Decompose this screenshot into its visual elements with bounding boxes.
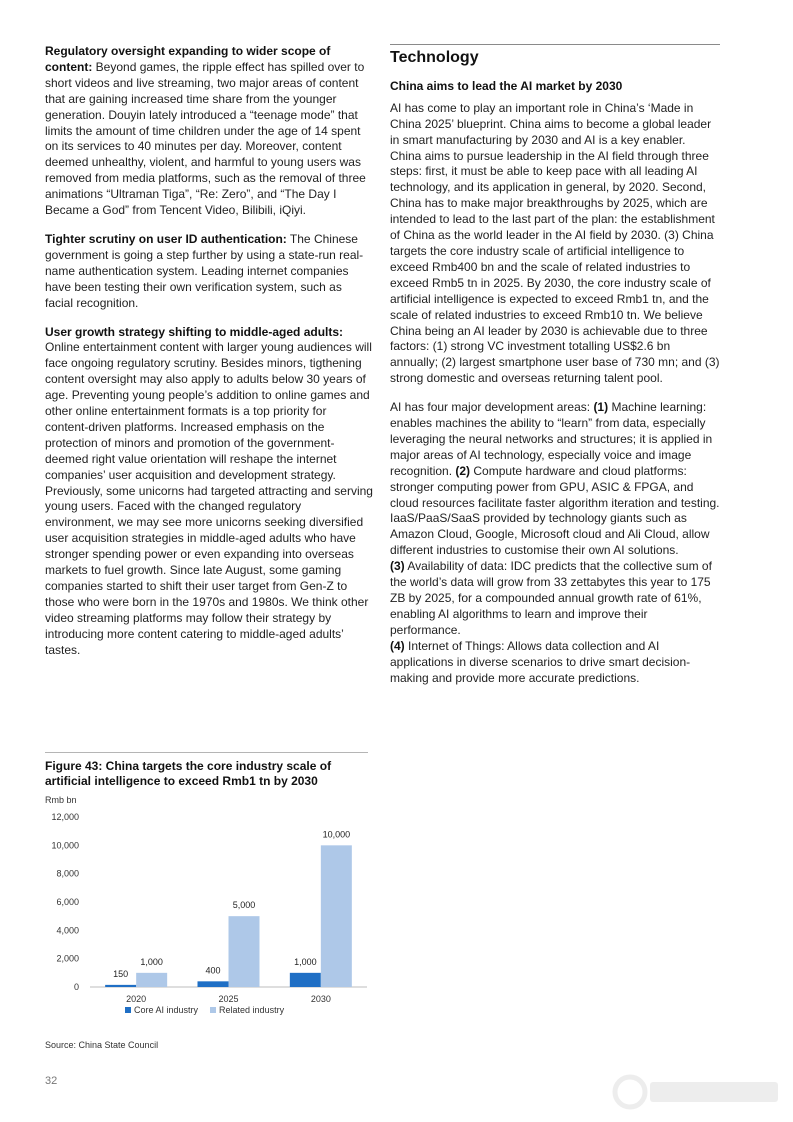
section-title: Technology xyxy=(390,49,479,66)
paragraph-lead: Regulatory oversight expanding to wider scope of content: xyxy=(45,44,331,74)
paragraph-body: Beyond games, the ripple effect has spilled over to short videos and live streaming, two major areas of content that are gaining increased time share from the younger generation. Douyin lately introduced a “teenage mode” that limits the amount of time children under the age of 14 spent on its services to 40 minutes per day. Moreover, content deemed unhealthy, violent, and harmful to young users was removed from media platforms, such as the removal of three animations “Ultraman Tiga”, “Re: Zero”, and “The Day I Became a God” from Tencent Video, Bilibili, iQiyi. xyxy=(45,59,366,218)
area-marker: (2) xyxy=(455,463,471,478)
area-marker: (1) xyxy=(593,400,609,415)
x-tick-label: 2025 xyxy=(218,994,239,1003)
paragraph-user-id-authentication xyxy=(45,232,373,312)
watermark-logo-icon xyxy=(612,1074,782,1110)
bar-related-2030 xyxy=(321,845,352,987)
bar-core-2025 xyxy=(198,981,229,987)
paragraph-lead: User growth strategy shifting to middle-aged adults: xyxy=(45,324,344,339)
data-label: 150 xyxy=(113,968,129,979)
paragraph-body: The Chinese government is going a step further by using a state-run real-name authentication system. Leading internet companies have been testing their own verification system, such as facial recognition. xyxy=(45,231,364,310)
paragraph-lead: Tighter scrutiny on user ID authentication: xyxy=(45,231,287,246)
y-tick-label: 6,000 xyxy=(56,897,79,907)
paragraph-body: Online entertainment content with larger young audiences will face ongoing regulatory scrutiny. Besides minors, tigthening content oversight may also apply to adults below 30 years of age. Preventing young people’s addition to online games and other online entertainment formats is a top priority for content-driven platforms. Increased emphasis on the protection of minors and promotion of the government-deemed right value orientation will reshape the internet companies’ user acquisition and development strategy. Previously, some unicorns had targeted attracting and serving young users. Faced with the changed regulatory environment, we may see more unicorns seeking diversified user acquisition strategies in middle-aged adults who have stronger spending power or even expanding into overseas markets to fuel growth. Since late August, some gaming companies started to shift their user target from Gen-Z to those who were born in the 1970s and 1980s. We think other video streaming platforms may follow their strategy by introducing more content catering to middle-aged adults’ tastes. xyxy=(45,340,373,657)
paragraph-regulatory-oversight xyxy=(45,44,373,219)
data-label: 1,000 xyxy=(294,956,317,967)
right-column xyxy=(390,44,720,699)
bar-related-2025 xyxy=(229,916,260,987)
figure-title: Figure 43: China targets the core industry scale of artificial intelligence to exceed Rmb1 tn by 2030 xyxy=(45,759,332,788)
legend-label: Related industry xyxy=(219,1005,285,1015)
area-text: Internet of Things: Allows data collection and AI applications in diverse scenarios to drive smart decision-making and provide more accurate predictions. xyxy=(390,638,691,685)
figure-43 xyxy=(45,752,368,1015)
page-number: 32 xyxy=(45,1075,58,1087)
chart-legend xyxy=(125,1005,368,1015)
areas-intro: AI has four major development areas: xyxy=(390,400,594,415)
paragraph-user-growth-strategy xyxy=(45,325,373,659)
legend-item-core xyxy=(125,1005,198,1015)
area-marker: (3) xyxy=(390,559,405,574)
area-text: Machine learning: enables machines the ability to “learn” from data, especially leveraging the neural networks and structures; it is applied in major areas of AI technology, especially voice and image recognition. xyxy=(390,400,713,478)
bar-related-2020 xyxy=(136,973,167,987)
x-tick-label: 2030 xyxy=(310,994,331,1003)
y-tick-label: 4,000 xyxy=(56,925,79,936)
data-label: 10,000 xyxy=(322,829,351,840)
area-text: Compute hardware and cloud platforms: stronger computing power from GPU, ASIC & FPGA, and cloud resources facilitate faster algorithm iteration and testing. IaaS/PaaS/SaaS provided by technology giants such as Amazon Cloud, Google, Microsoft cloud and Ali Cloud, allow different industries to customise their own AI solutions. xyxy=(390,463,720,558)
paragraph-ai-blueprint: AI has come to play an important role in China’s ‘Made in China 2025’ blueprint. China aims to become a global leader in smart manufacturing by 2030 and AI is a key enabler. China aims to pursue leadership in the AI field through three steps: first, it must be able to keep pace with all leading AI technology, and its application in general, by 2020. Second, China has to make major breakthroughs by 2025, which are intended to lead to the last part of the plan: the establishment of China as the world leader in the AI field by 2030. (3) China targets the core industry scale of artificial intelligence to exceed Rmb400 bn and the scale of related industries to exceed Rmb5 tn in 2025. By 2030, the core industry scale of artificial intelligence is expected to exceed Rmb1 tn, and the scale of related industries to exceed Rmb10 tn. We believe China being an AI leader by 2030 is achievable due to three factors: (1) strong VC investment totalling US$2.6 bn annually; (2) largest smartphone user base of 730 mn; and (3) strong domestic and overseas returning talent pool. xyxy=(390,100,720,386)
y-tick-label: 12,000 xyxy=(51,812,79,822)
legend-item-related xyxy=(210,1005,284,1015)
y-tick-label: 8,000 xyxy=(56,868,79,879)
figure-source: Source: China State Council xyxy=(45,1040,159,1050)
legend-label: Core AI industry xyxy=(134,1005,199,1015)
data-label: 1,000 xyxy=(140,956,163,967)
legend-swatch-core xyxy=(125,1007,131,1013)
y-tick-label: 10,000 xyxy=(51,840,79,851)
bar-core-2020 xyxy=(105,985,136,987)
y-tick-label: 2,000 xyxy=(56,953,79,964)
data-label: 400 xyxy=(205,965,221,976)
legend-swatch-related xyxy=(210,1007,216,1013)
y-axis-unit: Rmb bn xyxy=(45,795,77,805)
bar-core-2030 xyxy=(290,973,321,987)
subheading: China aims to lead the AI market by 2030 xyxy=(390,78,623,93)
data-label: 5,000 xyxy=(232,900,256,911)
bar-chart xyxy=(45,807,368,1003)
section-divider xyxy=(390,44,720,45)
figure-divider xyxy=(45,752,368,753)
y-tick-label: 0 xyxy=(73,982,79,992)
area-text: Availability of data: IDC predicts that the collective sum of the world’s data will grow from 33 zettabytes this year to 175 ZB by 2025, for a compounded annual growth rate of 61%, enabling AI algorithms to learn and improve their performance. xyxy=(390,559,712,637)
left-column xyxy=(45,44,373,672)
x-tick-label: 2020 xyxy=(126,994,147,1003)
area-marker: (4) xyxy=(390,638,405,653)
paragraph-development-areas xyxy=(390,400,720,686)
